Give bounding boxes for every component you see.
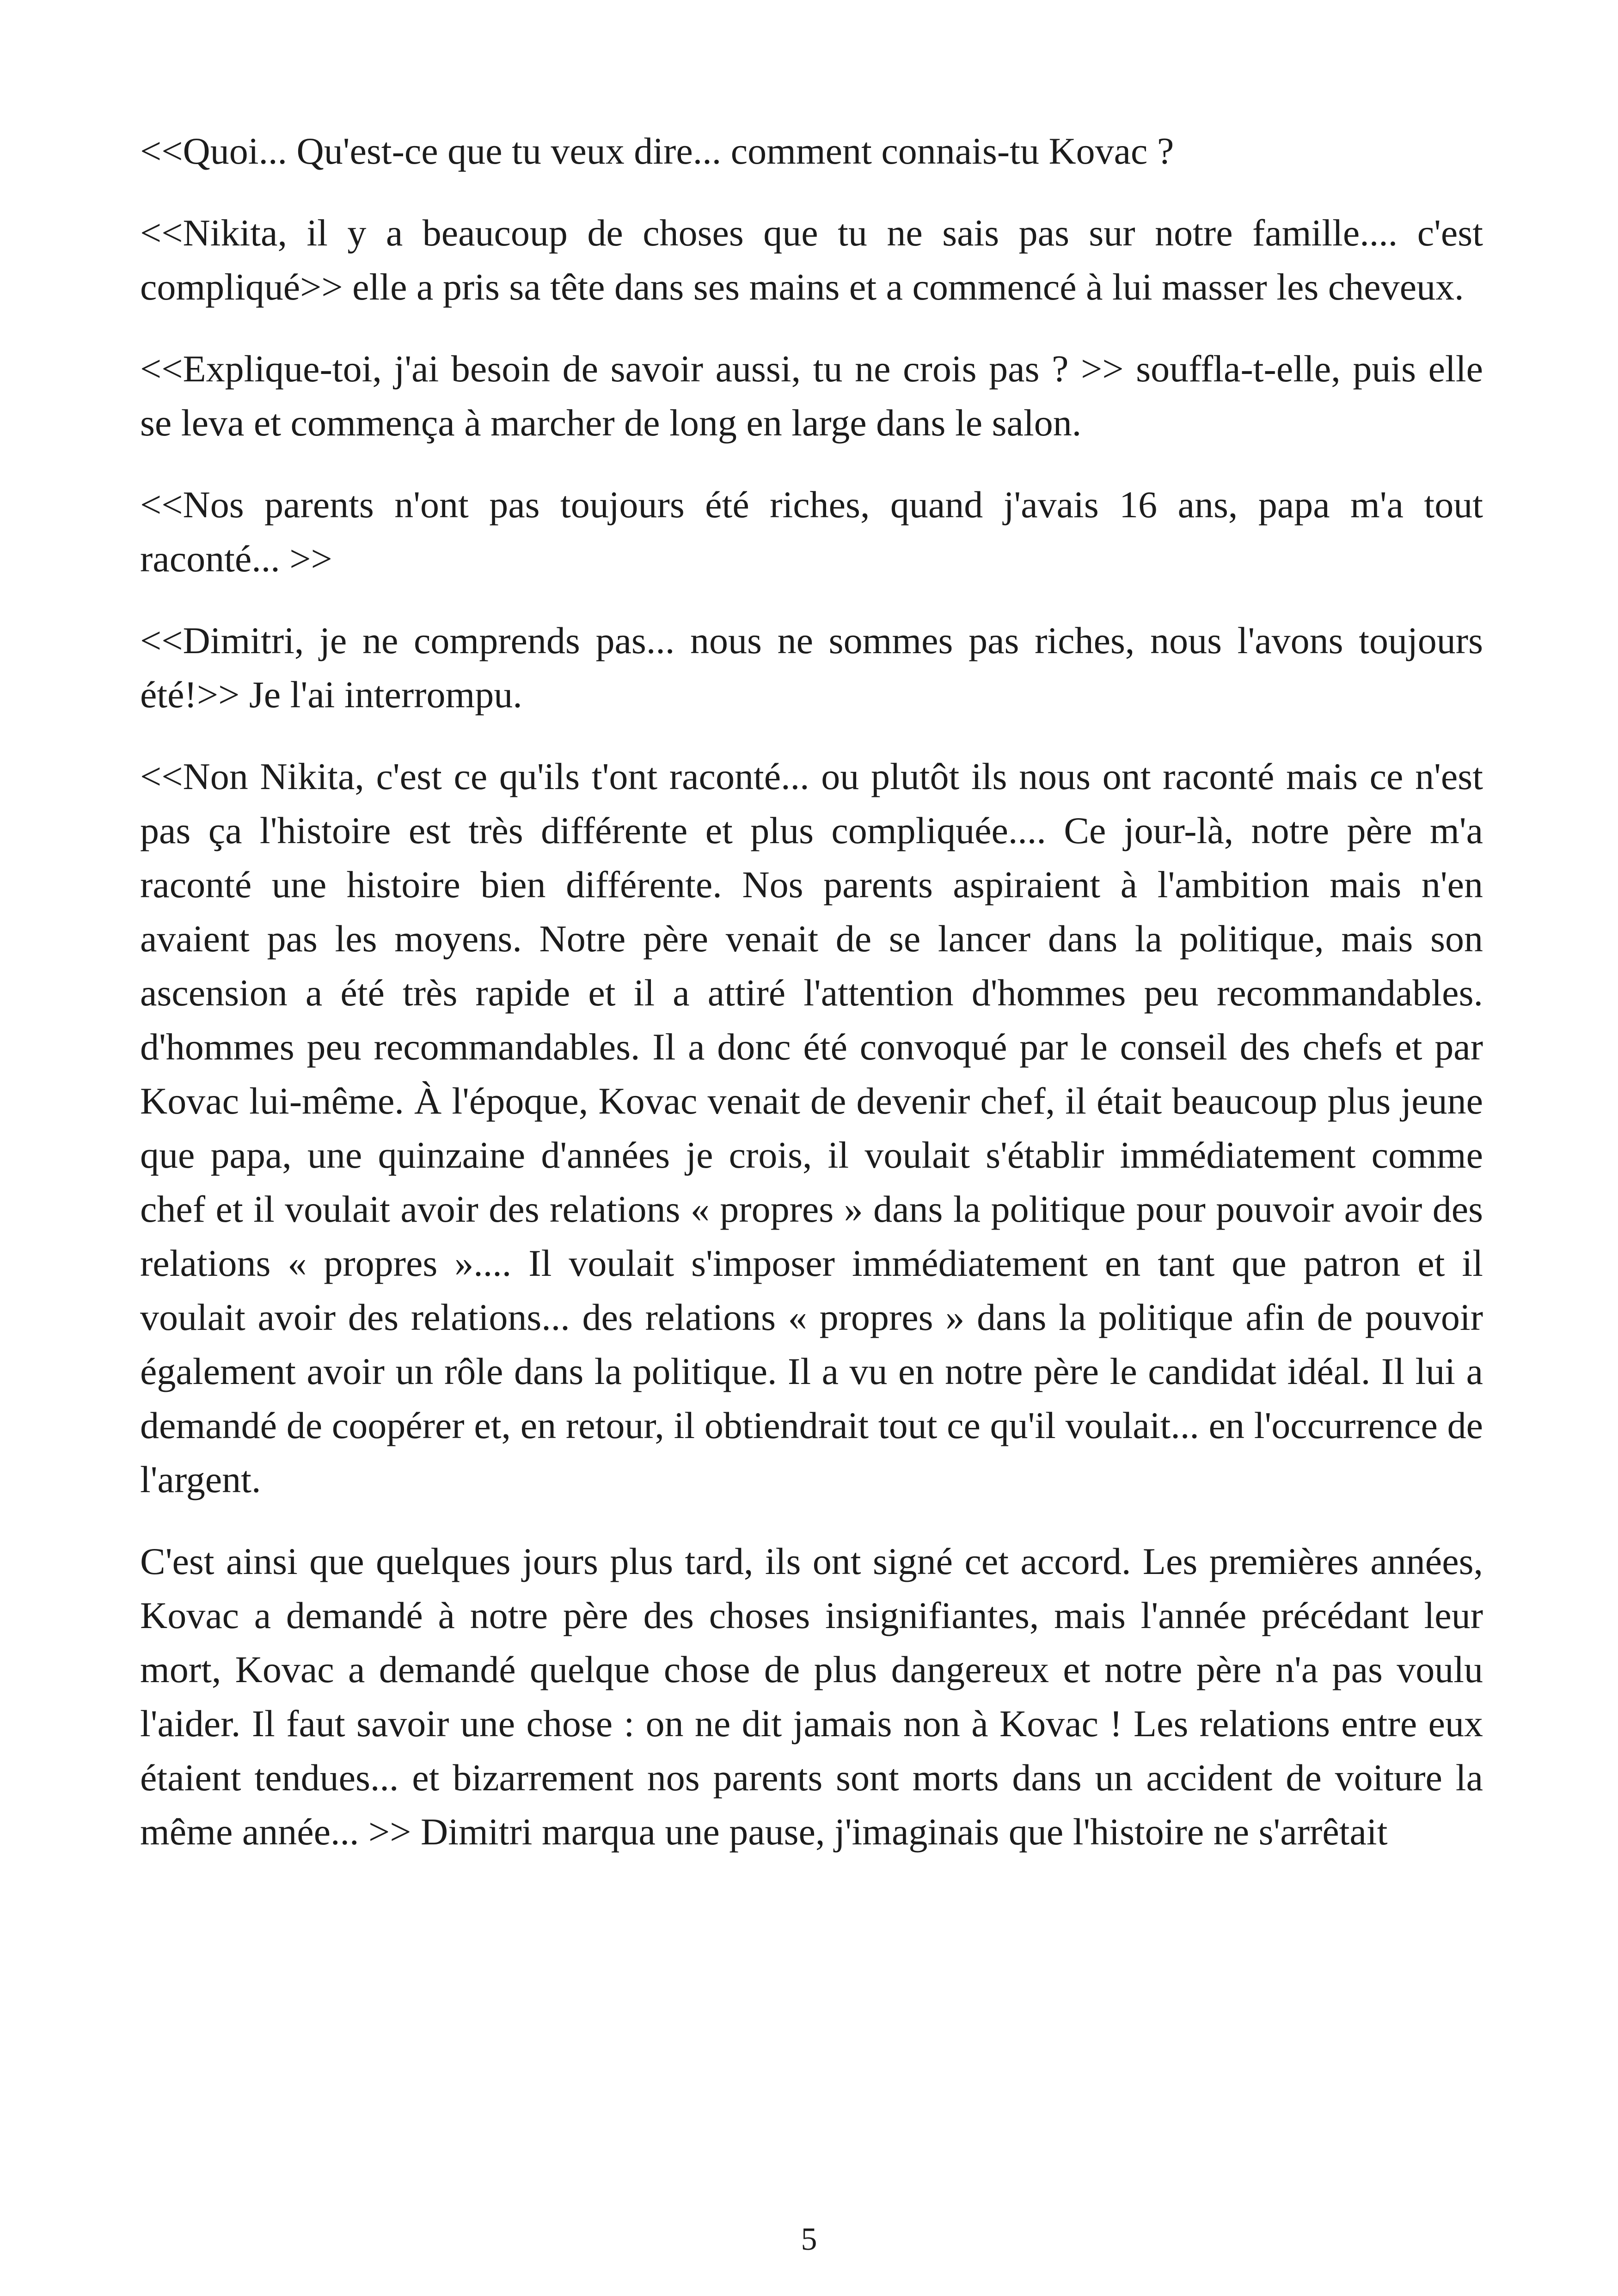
paragraph-2: <<Nikita, il y a beaucoup de choses que tu ne sais pas sur notre famille.... c'est compliqué>> elle a pris sa tête dans ses mains et a commencé à lui masser les cheveux.: [140, 212, 1483, 308]
paragraph-3: <<Explique-toi, j'ai besoin de savoir aussi, tu ne crois pas ? >> souffla-t-elle, puis elle se leva et commença à marcher de long en large dans le salon.: [140, 348, 1483, 444]
paragraph-5: <<Dimitri, je ne comprends pas... nous ne sommes pas riches, nous l'avons toujours été!>> Je l'ai interrompu.: [140, 619, 1483, 716]
paragraph-1: <<Quoi... Qu'est-ce que tu veux dire... comment connais-tu Kovac ?: [140, 130, 1174, 172]
paragraph-4: <<Nos parents n'ont pas toujours été riches, quand j'avais 16 ans, papa m'a tout raconté... >>: [140, 484, 1483, 580]
paragraph-7: C'est ainsi que quelques jours plus tard, ils ont signé cet accord. Les premières années, Kovac a demandé à notre père des choses insignifiantes, mais l'année précédant leur mort, Kovac a demandé quelque chose de plus dangereux et notre père n'a pas voulu l'aider. Il faut savoir une chose : on ne dit jamais non à Kovac ! Les relations entre eux étaient tendues... et bizarrement nos parents sont morts dans un accident de voiture la même année... >> Dimitri marqua une pause, j'imaginais que l'histoire ne s'arrêtait: [140, 1540, 1483, 1853]
paragraph-6: <<Non Nikita, c'est ce qu'ils t'ont raconté... ou plutôt ils nous ont raconté mais ce n'est pas ça l'histoire est très différente et plus compliquée.... Ce jour-là, notre père m'a raconté une histoire bien différente. Nos parents aspiraient à l'ambition mais n'en avaient pas les moyens. Notre père venait de se lancer dans la politique, mais son ascension a été très rapide et il a attiré l'attention d'hommes peu recommandables. d'hommes peu recommandables. Il a donc été convoqué par le conseil des chefs et par Kovac lui-même. À l'époque, Kovac venait de devenir chef, il était beaucoup plus jeune que papa, une quinzaine d'années je crois, il voulait s'établir immédiatement comme chef et il voulait avoir des relations « propres » dans la politique pour pouvoir avoir des relations « propres ».... Il voulait s'imposer immédiatement en tant que patron et il voulait avoir des relations... des relations « propres » dans la politique afin de pouvoir également avoir un rôle dans la politique. Il a vu en notre père le candidat idéal. Il lui a demandé de coopérer et, en retour, il obtiendrait tout ce qu'il voulait... en l'occurrence de l'argent.: [140, 755, 1483, 1500]
body-text: [140, 124, 1483, 1886]
page-number: 5: [801, 2222, 817, 2257]
